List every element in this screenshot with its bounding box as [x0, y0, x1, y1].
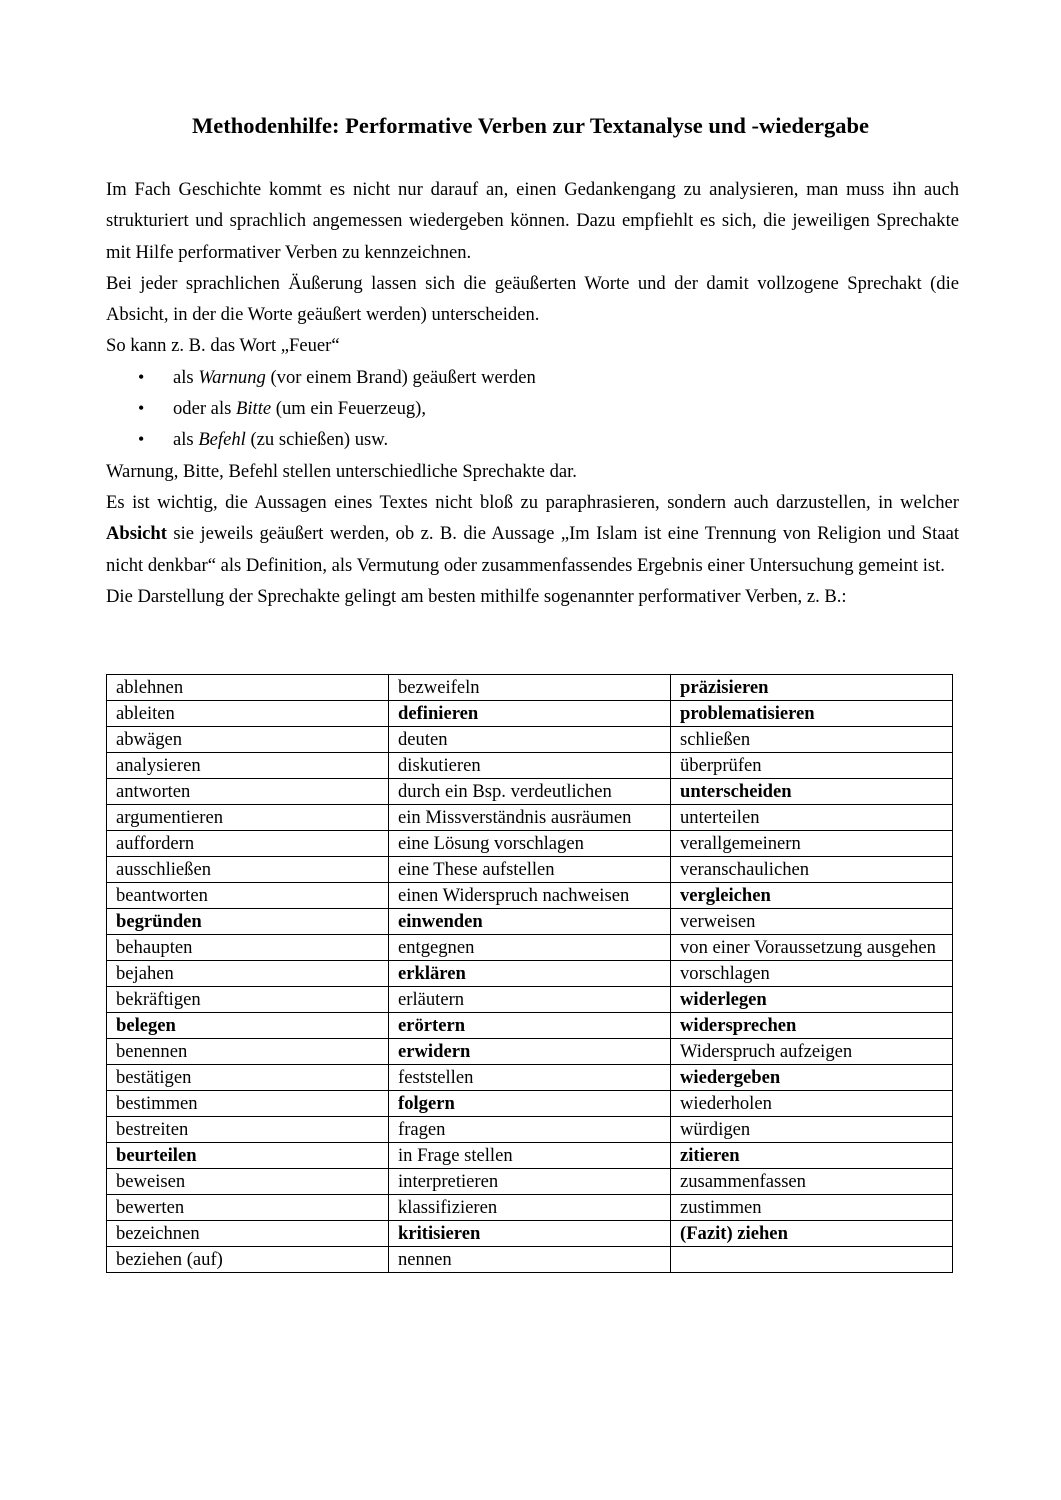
table-cell: zitieren — [671, 1143, 953, 1169]
table-cell: bewerten — [107, 1195, 389, 1221]
table-cell: analysieren — [107, 753, 389, 779]
table-row — [107, 909, 953, 935]
paragraph-importance: Es ist wichtig, die Aussagen eines Textes nicht bloß zu paraphrasieren, sondern auch darzustellen, in welcher Absicht sie jeweils geäußert werden, ob z. B. die Aussage „Im Islam ist eine Trennung von Religion und Staat nicht denkbar“ als Definition, als Vermutung oder zusammenfassendes Ergebnis einer Untersuchung gemeint ist. — [106, 491, 959, 576]
list-item: • als Warnung (vor einem Brand) geäußert werden — [106, 362, 959, 393]
table-cell: erörtern — [389, 1013, 671, 1039]
table-cell: interpretieren — [389, 1169, 671, 1195]
table-cell: ausschließen — [107, 857, 389, 883]
table-cell: bezeichnen — [107, 1221, 389, 1247]
table-cell: problematisieren — [671, 701, 953, 727]
list-item: • als Befehl (zu schießen) usw. — [106, 424, 959, 455]
table-cell: vorschlagen — [671, 961, 953, 987]
table-cell: eine These aufstellen — [389, 857, 671, 883]
table-row — [107, 805, 953, 831]
table-cell: beziehen (auf) — [107, 1247, 389, 1273]
table-row — [107, 1039, 953, 1065]
table-cell: verweisen — [671, 909, 953, 935]
table-cell: entgegnen — [389, 935, 671, 961]
page-title: Methodenhilfe: Performative Verben zur Textanalyse und -wiedergabe — [191, 113, 870, 138]
table-cell: erwidern — [389, 1039, 671, 1065]
table-cell: beurteilen — [107, 1143, 389, 1169]
table-row — [107, 883, 953, 909]
table-cell: bestimmen — [107, 1091, 389, 1117]
table-cell: von einer Voraussetzung ausgehen — [671, 935, 953, 961]
table-row — [107, 1065, 953, 1091]
table-cell: Widerspruch aufzeigen — [671, 1039, 953, 1065]
table-cell: bejahen — [107, 961, 389, 987]
table-cell: zusammenfassen — [671, 1169, 953, 1195]
table-row — [107, 1013, 953, 1039]
paragraph-example-lead: So kann z. B. das Wort „Feuer“ — [106, 335, 340, 357]
table-row — [107, 675, 953, 701]
table-cell: abwägen — [107, 727, 389, 753]
table-cell: vergleichen — [671, 883, 953, 909]
table-row — [107, 1169, 953, 1195]
table-cell: klassifizieren — [389, 1195, 671, 1221]
table-row — [107, 1143, 953, 1169]
table-cell: antworten — [107, 779, 389, 805]
table-cell: zustimmen — [671, 1195, 953, 1221]
table-row — [107, 1247, 953, 1273]
table-cell: eine Lösung vorschlagen — [389, 831, 671, 857]
table-row — [107, 961, 953, 987]
table-cell: einwenden — [389, 909, 671, 935]
table-row — [107, 831, 953, 857]
paragraph-sprechakt: Bei jeder sprachlichen Äußerung lassen sich die geäußerten Worte und der damit vollzogene Sprechakt (die Absicht, in der die Worte geäußert werden) unterscheiden. — [106, 272, 959, 326]
table-row — [107, 701, 953, 727]
table-cell: erläutern — [389, 987, 671, 1013]
paragraph-summary: Warnung, Bitte, Befehl stellen unterschiedliche Sprechakte dar. — [106, 460, 577, 482]
table-row — [107, 1195, 953, 1221]
table-cell: belegen — [107, 1013, 389, 1039]
table-cell: unterteilen — [671, 805, 953, 831]
table-cell: ein Missverständnis ausräumen — [389, 805, 671, 831]
list-item: • oder als Bitte (um ein Feuerzeug), — [106, 393, 959, 424]
table-cell: widersprechen — [671, 1013, 953, 1039]
table-cell: widerlegen — [671, 987, 953, 1013]
table-cell: wiederholen — [671, 1091, 953, 1117]
table-row — [107, 753, 953, 779]
table-cell: behaupten — [107, 935, 389, 961]
table-cell: erklären — [389, 961, 671, 987]
table-cell — [671, 1247, 953, 1273]
table-cell: schließen — [671, 727, 953, 753]
table-cell: bezweifeln — [389, 675, 671, 701]
table-cell: präzisieren — [671, 675, 953, 701]
table-cell: argumentieren — [107, 805, 389, 831]
table-cell: nennen — [389, 1247, 671, 1273]
table-cell: diskutieren — [389, 753, 671, 779]
table-row — [107, 1221, 953, 1247]
verbs-table — [106, 674, 953, 1273]
table-cell: fragen — [389, 1117, 671, 1143]
table-cell: in Frage stellen — [389, 1143, 671, 1169]
table-cell: feststellen — [389, 1065, 671, 1091]
table-cell: begründen — [107, 909, 389, 935]
table-cell: folgern — [389, 1091, 671, 1117]
table-cell: ablehnen — [107, 675, 389, 701]
example-list — [106, 362, 959, 456]
paragraph-table-lead: Die Darstellung der Sprechakte gelingt am besten mithilfe sogenannter performativer Verben, z. B.: — [106, 585, 847, 607]
intro-text — [106, 174, 959, 612]
table-cell: durch ein Bsp. verdeutlichen — [389, 779, 671, 805]
table-cell: auffordern — [107, 831, 389, 857]
table-cell: wiedergeben — [671, 1065, 953, 1091]
table-row — [107, 1091, 953, 1117]
table-cell: überprüfen — [671, 753, 953, 779]
table-cell: beantworten — [107, 883, 389, 909]
paragraph-intro: Im Fach Geschichte kommt es nicht nur darauf an, einen Gedankengang zu analysieren, man muss ihn auch strukturiert und sprachlich angemessen wiedergeben können. Dazu empfiehlt es sich, die jeweiligen Sprechakte mit Hilfe performativer Verben zu kennzeichnen. — [106, 179, 959, 263]
table-cell: veranschaulichen — [671, 857, 953, 883]
table-row — [107, 727, 953, 753]
table-cell: bestreiten — [107, 1117, 389, 1143]
table-cell: deuten — [389, 727, 671, 753]
table-cell: kritisieren — [389, 1221, 671, 1247]
table-cell: definieren — [389, 701, 671, 727]
table-cell: verallgemeinern — [671, 831, 953, 857]
table-row — [107, 857, 953, 883]
table-cell: würdigen — [671, 1117, 953, 1143]
table-cell: benennen — [107, 1039, 389, 1065]
table-row — [107, 779, 953, 805]
table-cell: unterscheiden — [671, 779, 953, 805]
table-cell: beweisen — [107, 1169, 389, 1195]
table-cell: ableiten — [107, 701, 389, 727]
table-cell: bekräftigen — [107, 987, 389, 1013]
table-row — [107, 987, 953, 1013]
table-cell: einen Widerspruch nachweisen — [389, 883, 671, 909]
table-cell: (Fazit) ziehen — [671, 1221, 953, 1247]
table-row — [107, 935, 953, 961]
table-row — [107, 1117, 953, 1143]
table-cell: bestätigen — [107, 1065, 389, 1091]
